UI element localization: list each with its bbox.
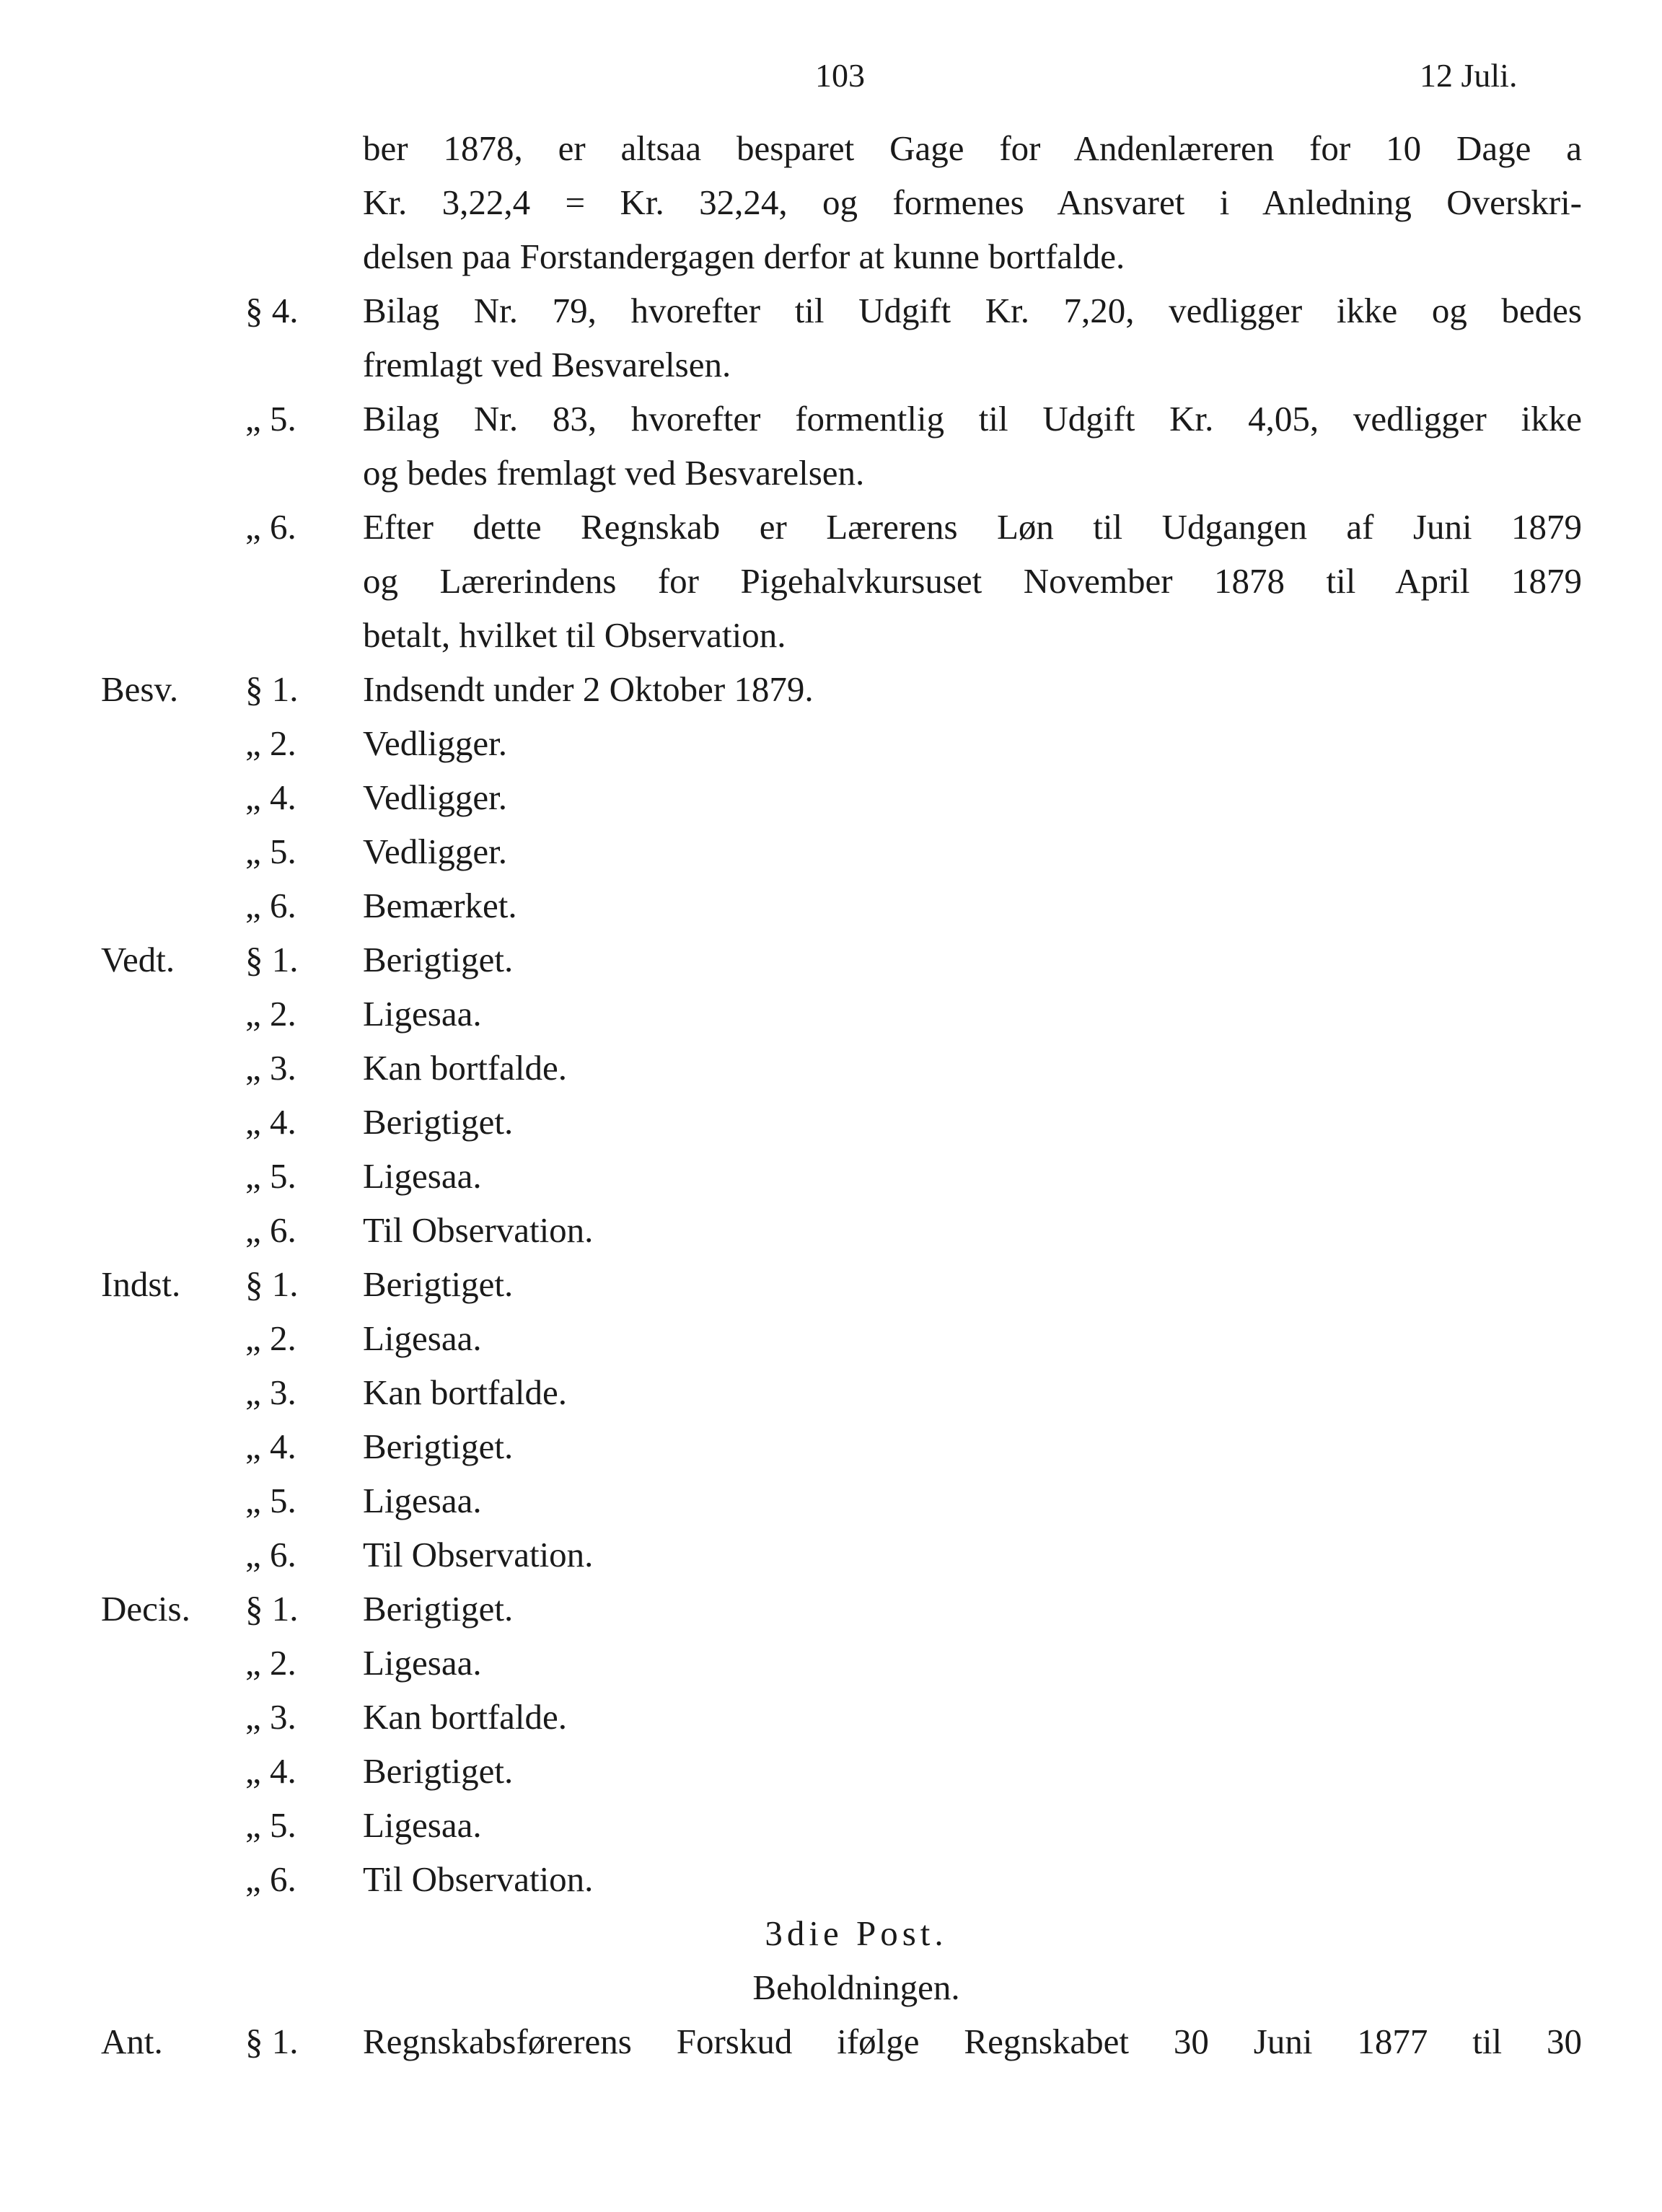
line-text: Berigtiget. <box>363 1751 514 1791</box>
line-text: Vedligger. <box>363 777 508 817</box>
text-line <box>0 1744 1662 1798</box>
paragraph-number: „ 4. <box>245 777 296 817</box>
text-line <box>0 229 1662 283</box>
text-line <box>0 2014 1662 2068</box>
paragraph-number: „ 6. <box>245 886 296 925</box>
text-line <box>0 1203 1662 1257</box>
text-line <box>0 1582 1662 1636</box>
page-number: 103 <box>815 57 865 94</box>
paragraph-number: „ 4. <box>245 1427 296 1466</box>
paragraph-number: § 1. <box>245 669 299 709</box>
section-subheading: Beholdningen. <box>752 1968 960 2007</box>
text-line <box>0 1095 1662 1149</box>
text-line <box>0 1852 1662 1906</box>
paragraph-number: § 1. <box>245 2022 299 2061</box>
text-line <box>0 121 1662 175</box>
text-line <box>0 554 1662 608</box>
line-text: Bilag Nr. 79, hvorefter til Udgift Kr. 7,20, vedligger ikke og bedes <box>363 291 1582 330</box>
line-text: Til Observation. <box>363 1535 594 1574</box>
text-line <box>0 1365 1662 1419</box>
line-text: Berigtiget. <box>363 1102 514 1142</box>
line-text: ber 1878, er altsaa besparet Gage for Andenlæreren for 10 Dage a <box>363 128 1582 168</box>
line-text: Til Observation. <box>363 1859 594 1899</box>
text-line <box>0 1528 1662 1582</box>
margin-label: Decis. <box>101 1589 190 1629</box>
line-text: Ligesaa. <box>363 1481 482 1520</box>
margin-label: Indst. <box>101 1264 181 1304</box>
margin-label: Besv. <box>101 669 179 709</box>
line-text: Ligesaa. <box>363 994 482 1034</box>
text-line <box>0 1041 1662 1095</box>
line-text: Ligesaa. <box>363 1643 482 1683</box>
text-line <box>0 1311 1662 1365</box>
paragraph-number: § 1. <box>245 1589 299 1629</box>
text-line <box>0 1636 1662 1690</box>
text-line <box>0 1798 1662 1852</box>
text-line <box>0 1419 1662 1473</box>
paragraph-number: „ 6. <box>245 1859 296 1899</box>
line-text: Bemærket. <box>363 886 517 925</box>
line-text: Berigtiget. <box>363 1264 514 1304</box>
paragraph-number: „ 2. <box>245 1318 296 1358</box>
paragraph-number: „ 2. <box>245 1643 296 1683</box>
text-line <box>0 338 1662 392</box>
text-line <box>0 1149 1662 1203</box>
text-line <box>0 987 1662 1041</box>
text-line <box>0 608 1662 662</box>
line-text: betalt, hvilket til Observation. <box>363 615 786 655</box>
paragraph-number: „ 3. <box>245 1372 296 1412</box>
line-text: Vedligger. <box>363 723 508 763</box>
paragraph-number: „ 4. <box>245 1751 296 1791</box>
text-line <box>0 446 1662 500</box>
line-text: Berigtiget. <box>363 940 514 979</box>
text-line <box>0 283 1662 338</box>
line-text: Ligesaa. <box>363 1156 482 1196</box>
line-text: og Lærerindens for Pigehalvkursuset November 1878 til April 1879 <box>363 561 1582 601</box>
paragraph-number: „ 2. <box>245 723 296 763</box>
line-text: Kr. 3,22,4 = Kr. 32,24, og formenes Ansvaret i Anledning Overskri- <box>363 182 1582 222</box>
margin-label: Ant. <box>101 2022 163 2061</box>
line-text: delsen paa Forstandergagen derfor at kunne bortfalde. <box>363 237 1125 276</box>
line-text: Berigtiget. <box>363 1589 514 1629</box>
paragraph-number: „ 5. <box>245 1481 296 1520</box>
text-line <box>0 878 1662 933</box>
paragraph-number: „ 5. <box>245 1156 296 1196</box>
paragraph-number: „ 3. <box>245 1048 296 1088</box>
line-text: Kan bortfalde. <box>363 1048 567 1088</box>
text-line <box>0 1690 1662 1744</box>
text-line <box>0 392 1662 446</box>
paragraph-number: „ 3. <box>245 1697 296 1737</box>
line-text: Bilag Nr. 83, hvorefter formentlig til Udgift Kr. 4,05, vedligger ikke <box>363 399 1582 439</box>
paragraph-number: § 1. <box>245 1264 299 1304</box>
line-text: Til Observation. <box>363 1210 594 1250</box>
text-line <box>0 770 1662 824</box>
line-text: og bedes fremlagt ved Besvarelsen. <box>363 453 865 493</box>
line-text: Ligesaa. <box>363 1805 482 1845</box>
text-line <box>0 175 1662 229</box>
text-line <box>0 500 1662 554</box>
text-line <box>0 716 1662 770</box>
paragraph-number: „ 5. <box>245 832 296 871</box>
paragraph-number: „ 4. <box>245 1102 296 1142</box>
text-line <box>0 824 1662 878</box>
text-line <box>0 1257 1662 1311</box>
line-text: Berigtiget. <box>363 1427 514 1466</box>
line-text: fremlagt ved Besvarelsen. <box>363 345 731 384</box>
paragraph-number: § 4. <box>245 291 299 330</box>
paragraph-number: „ 6. <box>245 507 296 547</box>
line-text: Kan bortfalde. <box>363 1697 567 1737</box>
page-header <box>0 56 1662 107</box>
line-text: Vedligger. <box>363 832 508 871</box>
paragraph-number: „ 6. <box>245 1210 296 1250</box>
paragraph-number: „ 5. <box>245 1805 296 1845</box>
line-text: Efter dette Regnskab er Lærerens Løn til Udgangen af Juni 1879 <box>363 507 1582 547</box>
paragraph-number: „ 2. <box>245 994 296 1034</box>
section-heading: 3die Post. <box>765 1913 948 1953</box>
text-line <box>0 662 1662 716</box>
paragraph-number: § 1. <box>245 940 299 979</box>
text-line <box>0 933 1662 987</box>
document-body <box>0 121 1662 2068</box>
line-text: Regnskabsførerens Forskud ifølge Regnskabet 30 Juni 1877 til 30 <box>363 2022 1582 2061</box>
paragraph-number: „ 6. <box>245 1535 296 1574</box>
line-text: Ligesaa. <box>363 1318 482 1358</box>
text-line <box>0 1473 1662 1528</box>
header-date: 12 Juli. <box>1420 57 1518 94</box>
line-text: Kan bortfalde. <box>363 1372 567 1412</box>
paragraph-number: „ 5. <box>245 399 296 439</box>
margin-label: Vedt. <box>101 940 175 979</box>
line-text: Indsendt under 2 Oktober 1879. <box>363 669 814 709</box>
